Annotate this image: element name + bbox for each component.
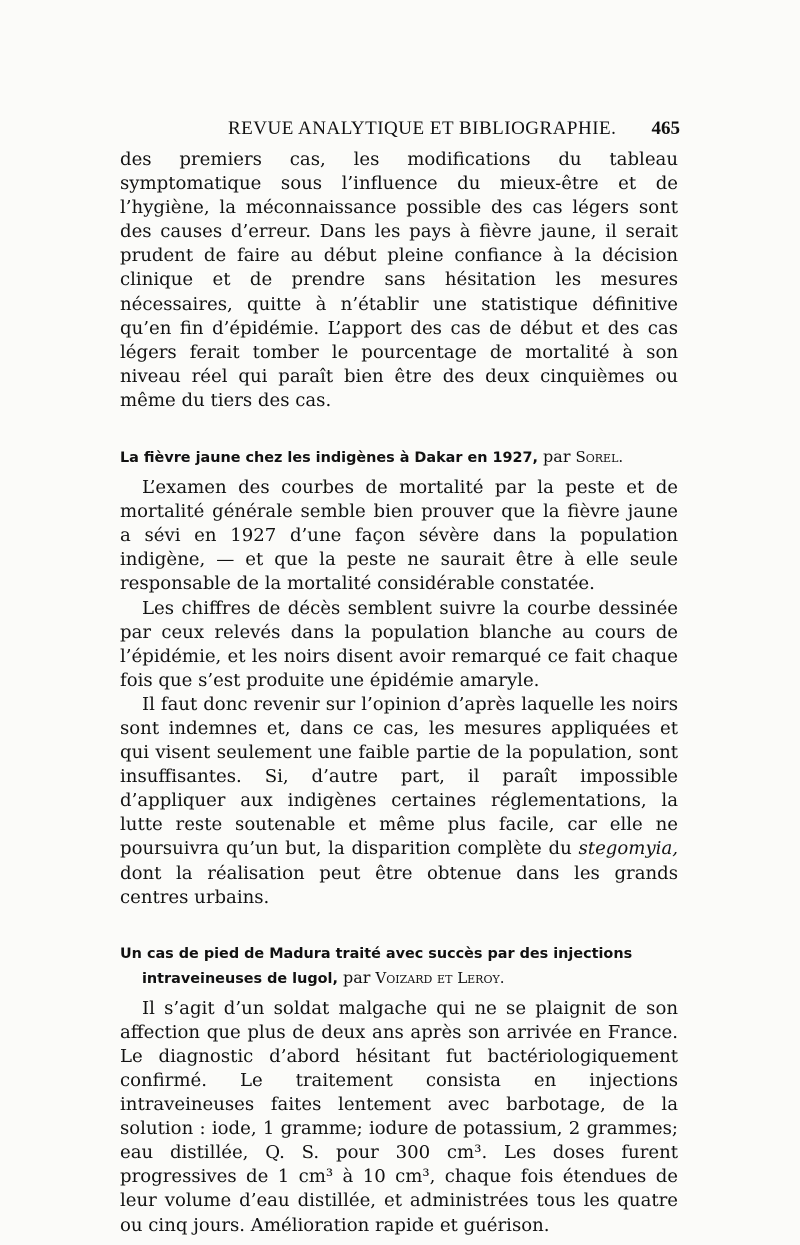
article-body — [120, 148, 678, 1238]
heading-author: Sorel. — [575, 448, 624, 467]
paragraph: L’examen des courbes de mortalité par la peste et de mortalité générale semble bien prouver que la fièvre jaune a sévi en 1927 d’une façon sévère dans la population indigène, — et que la peste ne saurait être à elle seule responsable de la mortalité considérable constatée. — [120, 477, 678, 595]
page-number: 465 — [651, 118, 680, 139]
section-heading-pied-de-madura — [120, 942, 678, 991]
paragraph — [120, 693, 678, 910]
italic-term: stegomyia, — [578, 838, 678, 860]
heading-author: Voizard et Leroy. — [375, 968, 505, 987]
heading-title: La fièvre jaune chez les indigènes à Dakar en 1927, — [120, 450, 539, 467]
heading-by: par — [342, 967, 371, 987]
paragraph: Les chiffres de décès semblent suivre la courbe dessinée par ceux relevés dans la population blanche au cours de l’épidémie, et les noirs disent avoir remarqué ce fait chaque fois que s’est produite une épidémie amaryle. — [120, 597, 678, 691]
section-heading-fievre-jaune — [120, 445, 678, 470]
text-run: Il faut donc revenir sur l’opinion d’après laquelle les noirs sont indemnes et, dans ce cas, les mesures appliquées et qui visent seulement une faible partie de la population, sont insuffisantes. Si, d’autre part, il paraît impossible d’appliquer aux indigènes certaines réglementations, la lutte reste soutenable et même plus facile, car elle ne poursuivra qu’un but, la disparition complète du — [120, 693, 678, 860]
page-header — [120, 118, 680, 148]
paragraph: Il s’agit d’un soldat malgache qui ne se plaignit de son affection que plus de deux ans après son arrivée en France. Le diagnostic d’abord hésitant fut bactériologiquement confirmé. Le traitement consista en injections intraveineuses faites lentement avec barbotage, de la solution : iode, 1 gramme; iodure de potassium, 2 grammes; eau distillée, Q. S. pour 300 cm³. Les doses furent progressives de 1 cm³ à 10 cm³, chaque fois étendues de leur volume d’eau distillée, et administrées tous les quatre ou cinq jours. Amélioration rapide et guérison. — [120, 997, 678, 1236]
heading-by: par — [543, 447, 571, 467]
text-run: dont la réalisation peut être obtenue dans les grands centres urbains. — [120, 862, 678, 908]
paragraph-continued: des premiers cas, les modifications du tableau symptomatique sous l’influence du mieux-être et de l’hygiène, la méconnaissance possible des cas légers sont des causes d’erreur. Dans les pays à fièvre jaune, il serait prudent de faire au début pleine confiance à la décision clinique et de prendre sans hésitation les mesures nécessaires, quitte à n’établir une statistique définitive qu’en fin d’épidémie. L’apport des cas de début et des cas légers ferait tomber le pourcentage de mortalité à son niveau réel qui paraît bien être des deux cinquièmes ou même du tiers des cas. — [120, 149, 678, 411]
running-title: REVUE ANALYTIQUE ET BIBLIOGRAPHIE. — [228, 118, 617, 139]
heading-title: Un cas de pied de Madura traité avec succès par des injections intraveineuses de lugol, — [120, 945, 633, 987]
